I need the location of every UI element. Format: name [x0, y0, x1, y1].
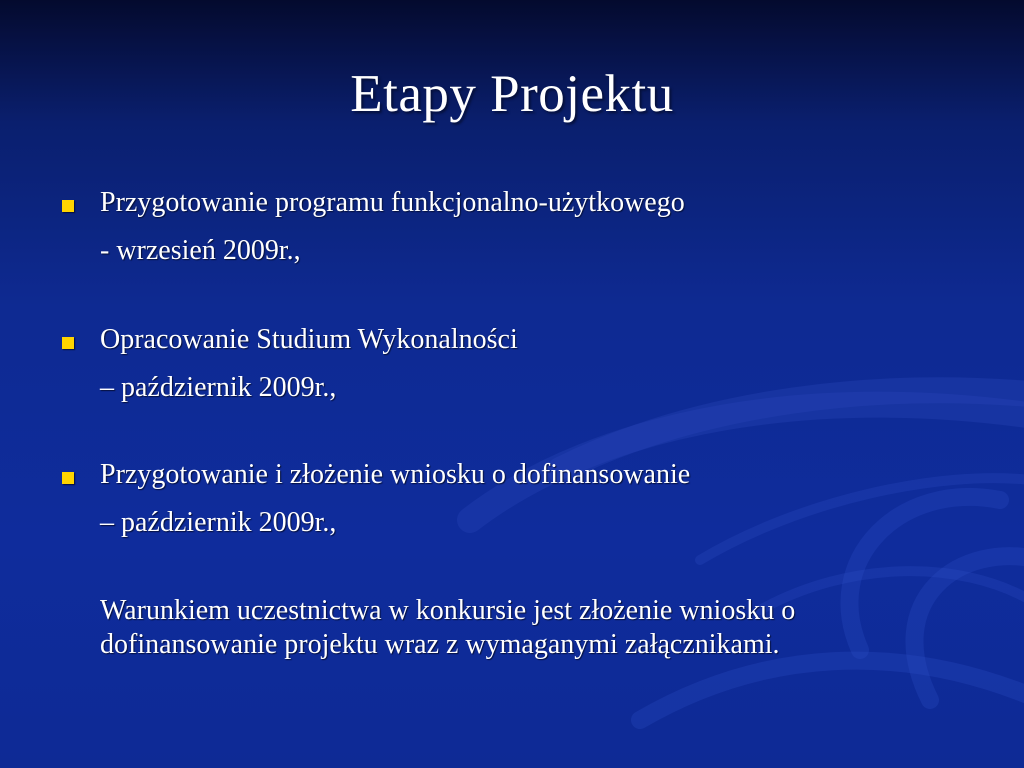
list-item-text: Opracowanie Studium Wykonalności — [100, 324, 518, 355]
list-item-date: – październik 2009r., — [100, 507, 337, 538]
slide-title: Etapy Projektu — [350, 65, 674, 123]
yellow-square-bullet-icon — [62, 337, 74, 349]
slide-note: Warunkiem uczestnictwa w konkursie jest złożenie wniosku o dofinansowanie projektu wraz z wymaganymi załącznikami. — [100, 595, 796, 660]
list-item-text: Przygotowanie i złożenie wniosku o dofinansowanie — [100, 459, 691, 490]
list-item-date: – październik 2009r., — [100, 372, 337, 403]
list-item-date: - wrzesień 2009r., — [100, 235, 301, 266]
yellow-square-bullet-icon — [62, 472, 74, 484]
list-item-text: Przygotowanie programu funkcjonalno-użytkowego — [100, 187, 685, 218]
yellow-square-bullet-icon — [62, 200, 74, 212]
